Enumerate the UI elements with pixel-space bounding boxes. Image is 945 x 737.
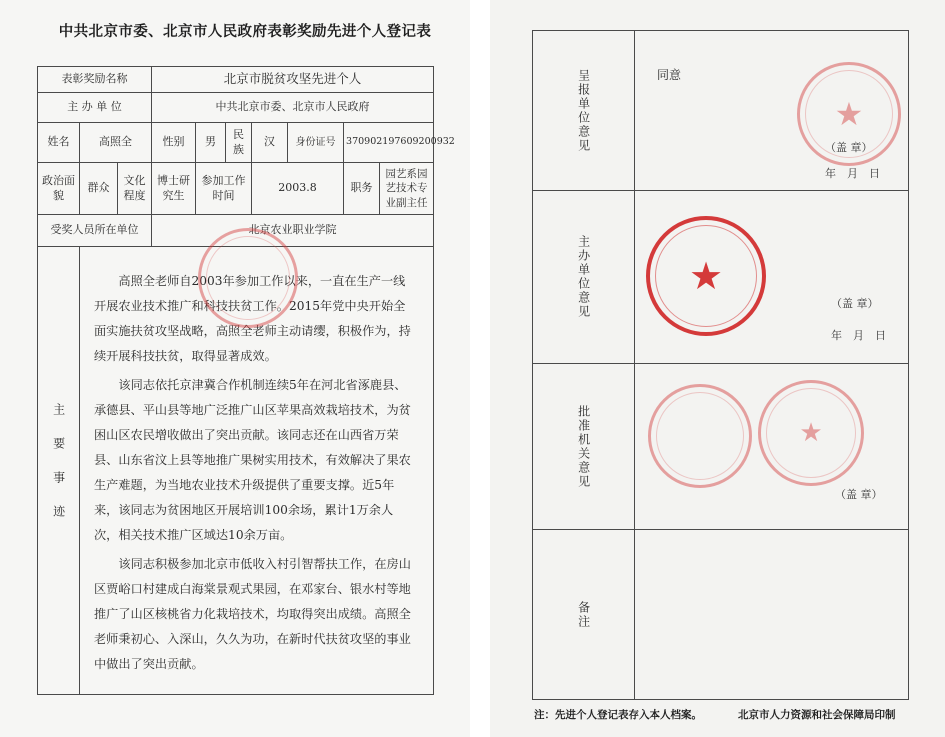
right-page xyxy=(490,0,945,737)
political-value: 群众 xyxy=(80,163,118,215)
unit-value: 北京农业职业学院 xyxy=(152,215,434,247)
deeds-paragraph: 该同志依托京津冀合作机制连续5年在河北省涿鹿县、承德县、平山县等地广泛推广山区苹果高效栽培技术，为贫困山区农民增收做出了突出贡献。该同志还在山西省万荣县、山东省汶上县等地推广果树实用技术，有效解决了果农生产难题，为当地农业技术升级提供了重要支撑。近5年来，该同志为贫困地区开展培训100余场，累计1万余人次，相关技术推广区域达10余万亩。 xyxy=(94,378,411,543)
deeds-content xyxy=(80,247,434,695)
award-name-label: 表彰奖励名称 xyxy=(38,67,152,93)
opinion-text: 同意 xyxy=(657,68,682,82)
host-unit-opinion xyxy=(635,191,909,364)
page-gap xyxy=(470,0,490,737)
deeds-paragraph: 该同志积极参加北京市低收入村引智帮扶工作，在房山区贾峪口村建成白海棠景观式果园，在邓家台、银水村等地推广了山区核桃省力化栽培技术，均取得突出成绩。高照全老师秉初心、入深山，久久为功，在新时代扶贫攻坚的事业中做出了突出贡献。 xyxy=(94,557,411,672)
ethnicity-value: 汉 xyxy=(252,123,288,163)
work-start-value: 2003.8 xyxy=(252,163,344,215)
approval-authority-label: 批准机关意见 xyxy=(533,364,635,530)
deeds-paragraph: 高照全老师自2003年参加工作以来，一直在生产一线开展农业技术推广和科技扶贫工作。2015年党中央开始全面实施扶贫攻坚战略，高照全老师主动请缨，积极作为，持续开展科技扶贫，取得显著成效。 xyxy=(94,274,411,364)
seal-placeholder: （盖 章） xyxy=(831,297,879,310)
award-name-value: 北京市脱贫攻坚先进个人 xyxy=(152,67,434,93)
education-label: 文化程度 xyxy=(118,163,152,215)
star-icon: ★ xyxy=(688,254,724,298)
remarks-content xyxy=(635,530,909,700)
left-page xyxy=(0,0,470,737)
name-value: 高照全 xyxy=(80,123,152,163)
star-icon: ★ xyxy=(834,95,864,133)
approval-authority-opinion xyxy=(635,364,909,530)
form-title: 中共北京市委、北京市人民政府表彰奖励先进个人登记表 xyxy=(58,24,432,40)
gender-label: 性别 xyxy=(152,123,196,163)
star-icon: ★ xyxy=(799,418,823,448)
submitting-unit-label: 呈报单位意见 xyxy=(533,31,635,191)
seal-placeholder: （盖 章） xyxy=(835,488,883,501)
footer-printer: 北京市人力资源和社会保障局印制 xyxy=(738,709,896,721)
political-label: 政治面貌 xyxy=(38,163,80,215)
seal-placeholder: （盖 章） xyxy=(825,141,873,154)
id-label: 身份证号 xyxy=(288,123,344,163)
footer-note: 注：先进个人登记表存入本人档案。 xyxy=(534,709,702,721)
education-value: 博士研究生 xyxy=(152,163,196,215)
unit-label: 受奖人员所在单位 xyxy=(38,215,152,247)
work-start-label: 参加工作时间 xyxy=(196,163,252,215)
deeds-label xyxy=(38,247,80,695)
remarks-label: 备注 xyxy=(533,530,635,700)
date-placeholder: 年 月 日 xyxy=(825,167,880,180)
ethnicity-label: 民族 xyxy=(226,123,252,163)
date-placeholder: 年 月 日 xyxy=(831,329,886,342)
name-label: 姓名 xyxy=(38,123,80,163)
id-value: 370902197609200932 xyxy=(344,123,434,163)
host-label: 主 办 单 位 xyxy=(38,93,152,123)
host-value: 中共北京市委、北京市人民政府 xyxy=(152,93,434,123)
position-value: 园艺系园艺技术专业副主任 xyxy=(380,163,434,215)
gender-value: 男 xyxy=(196,123,226,163)
position-label: 职务 xyxy=(344,163,380,215)
submitting-unit-opinion xyxy=(635,31,909,191)
deeds-label-text: 主要事迹 xyxy=(51,402,66,539)
registration-table xyxy=(37,66,455,695)
approval-table xyxy=(532,30,909,700)
host-unit-label: 主办单位意见 xyxy=(533,191,635,364)
